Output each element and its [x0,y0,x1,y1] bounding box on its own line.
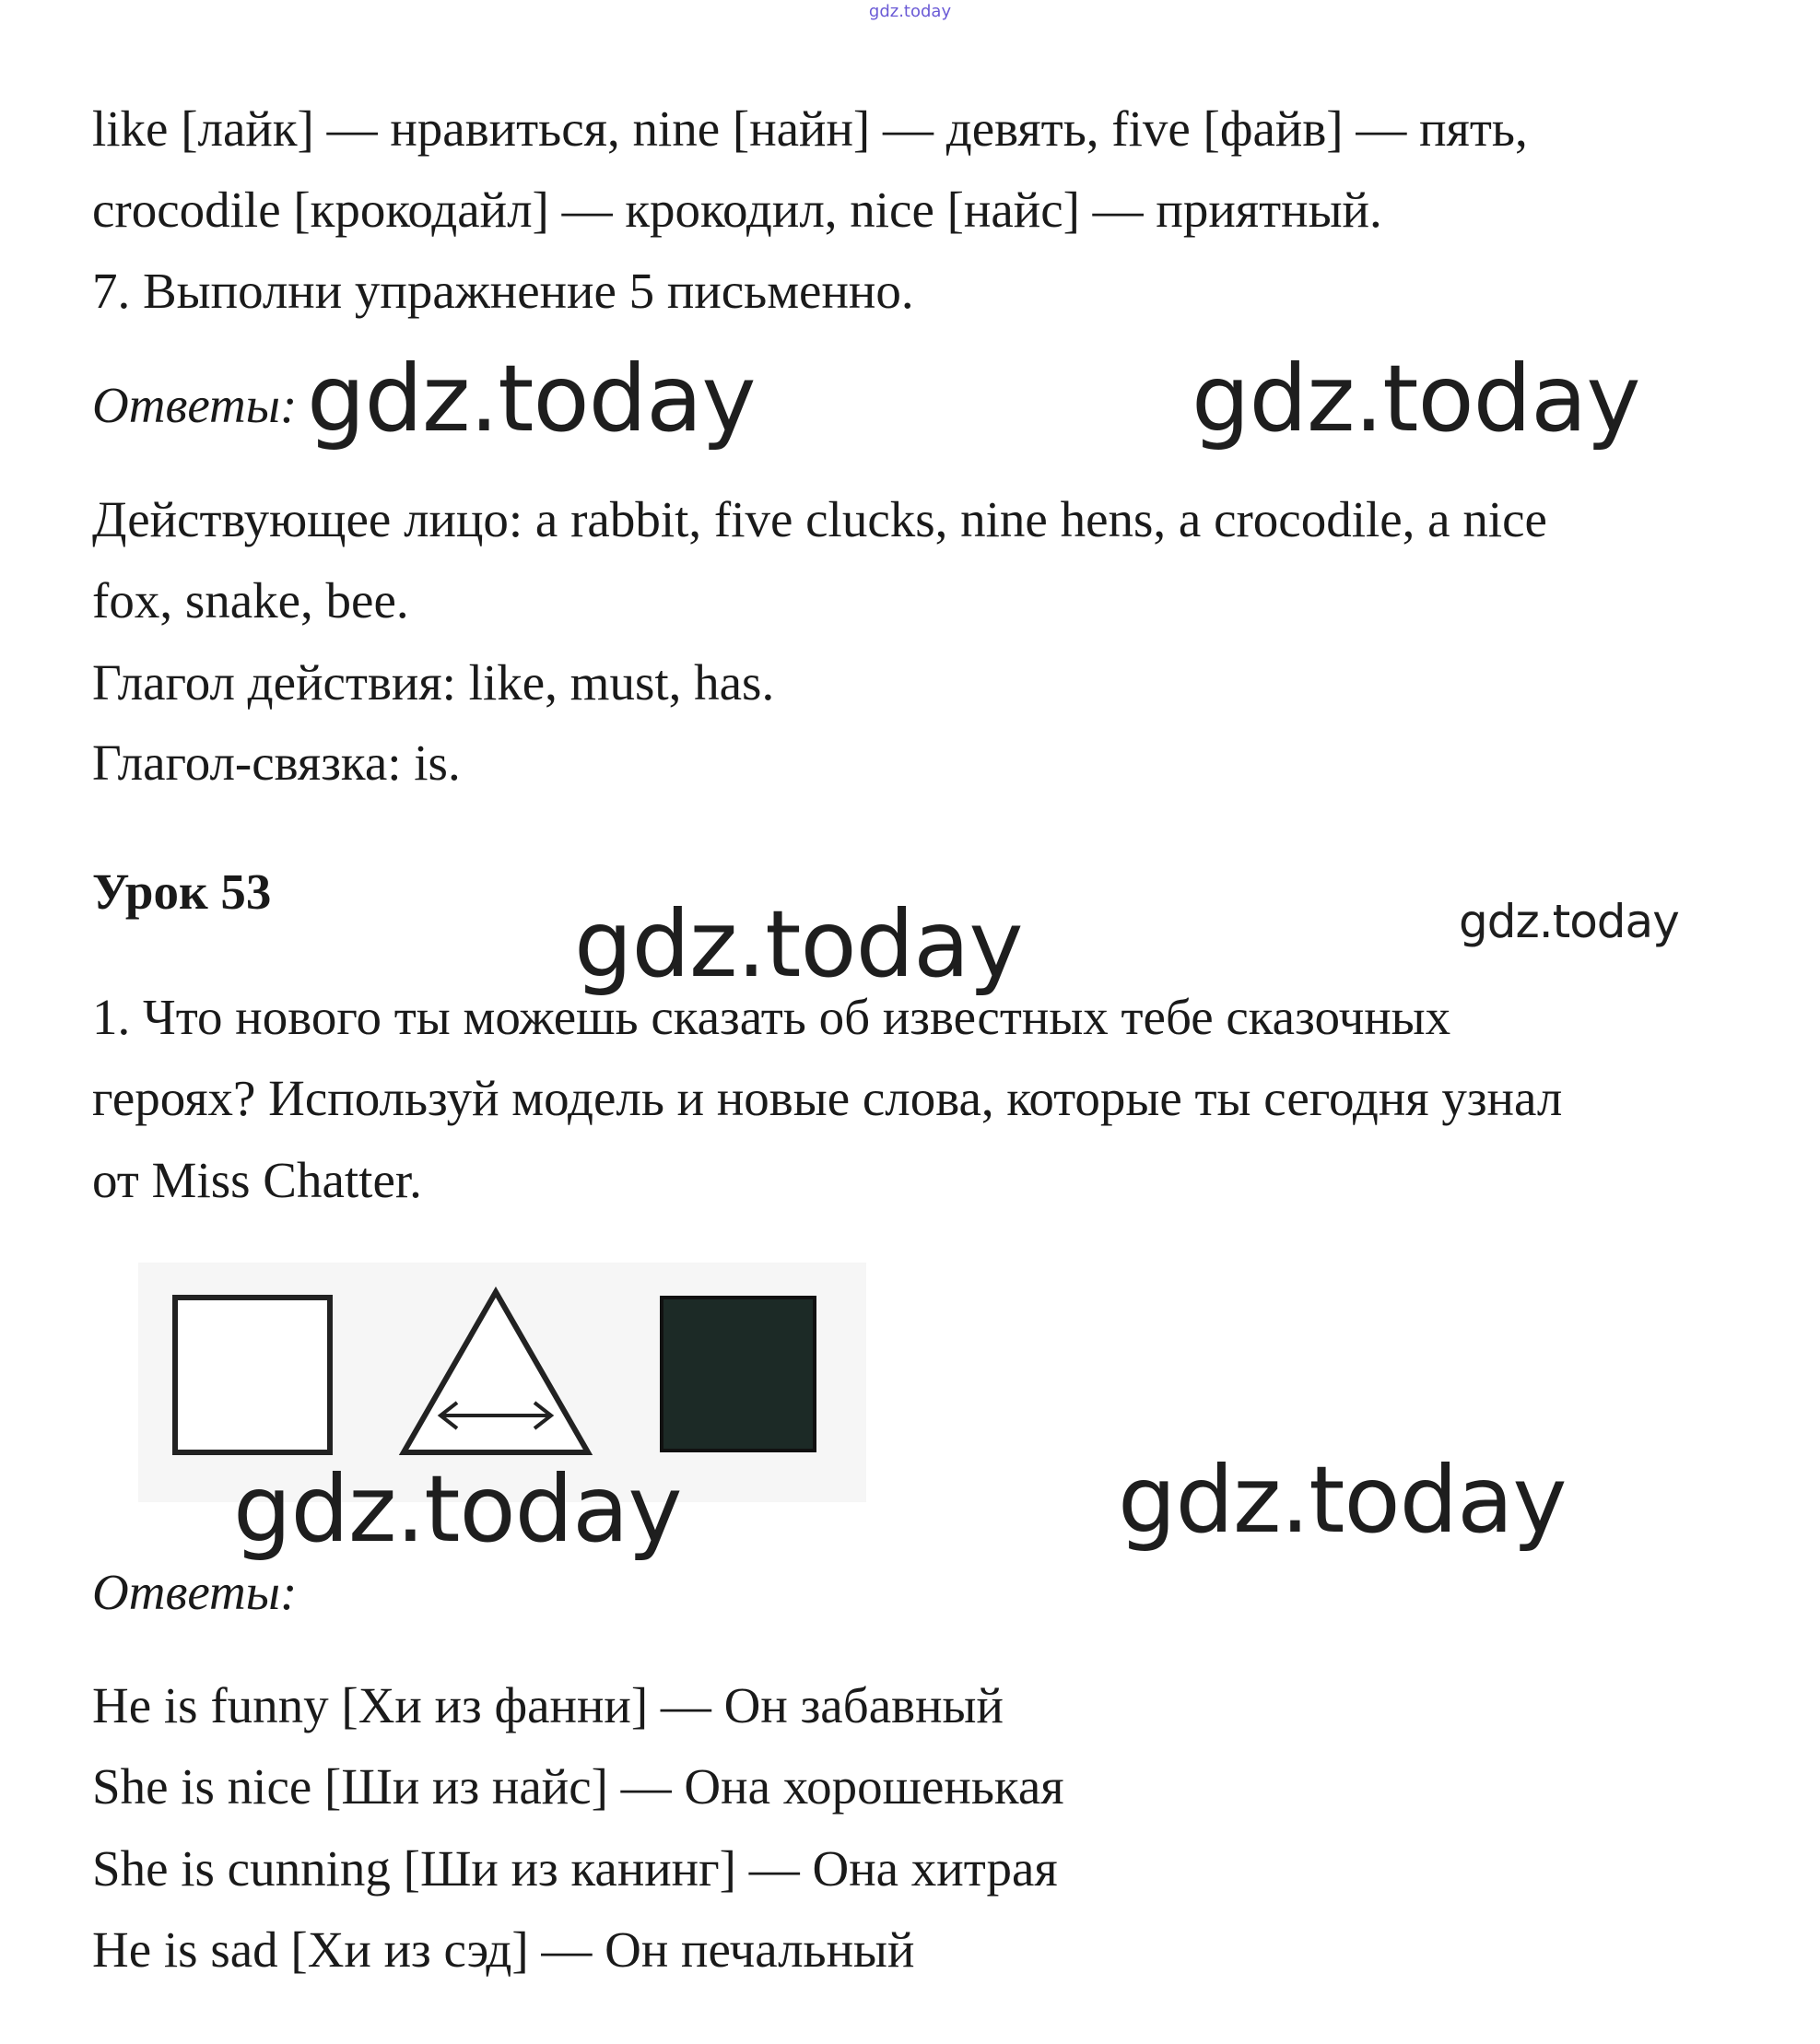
answer-line: Действующее лицо: a rabbit, five clucks, nine hens, a crocodile, a nice [92,491,1547,547]
answer-line: She is nice [Ши из найс] — Она хорошенькая [92,1758,1064,1815]
answer-line: fox, snake, bee. [92,572,409,628]
answer-line: Глагол-связка: is. [92,734,461,791]
exercise-heading: 7. Выполни упражнение 5 письменно. [92,263,914,319]
answer-line: He is sad [Хи из сэд] — Он печальный [92,1921,915,1978]
answer-line: He is funny [Хи из фанни] — Он забавный [92,1677,1004,1733]
answer-line: She is cunning [Ши из канинг] — Она хитрая [92,1840,1058,1897]
top-watermark: gdz.today [868,2,952,21]
lesson-title: Урок 53 [92,863,272,920]
task-line: героях? Используй модель и новые слова, которые ты сегодня узнал [92,1070,1563,1126]
task-line: 1. Что нового ты можешь сказать об известных тебе сказочных [92,989,1451,1045]
watermark: gdz.today [1118,1446,1567,1554]
watermark: gdz.today [1459,895,1679,948]
answers-label: Ответы: [92,377,298,433]
text-line: like [лайк] — нравиться, nine [найн] — девять, five [файв] — пять, [92,100,1528,157]
watermark: gdz.today [307,345,756,452]
black-square-shape [662,1298,815,1451]
task-line: от Miss Chatter. [92,1152,422,1208]
text-line: crocodile [крокодайл] — крокодил, nice [найс] — приятный. [92,182,1382,238]
watermark: gdz.today [1192,345,1640,452]
watermark: gdz.today [574,890,1023,998]
white-square-shape [175,1298,330,1452]
answers-label: Ответы: [92,1564,298,1620]
answer-line: Глагол действия: like, must, has. [92,654,775,711]
watermark: gdz.today [233,1455,682,1563]
